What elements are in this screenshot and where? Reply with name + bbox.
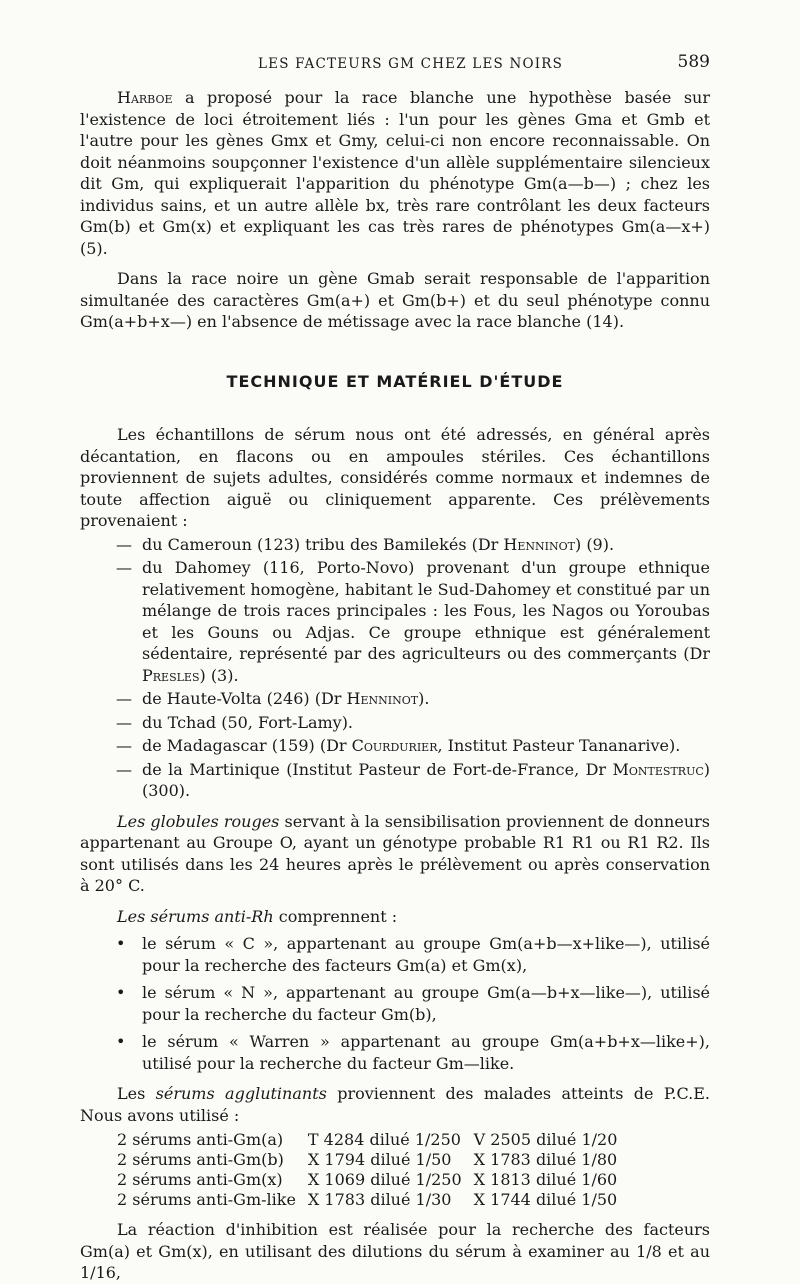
italic-lead: sérums agglutinants [155,1084,327,1103]
section-heading: TECHNIQUE ET MATÉRIEL D'ÉTUDE [226,371,564,391]
paragraph-race-noire: Dans la race noire un gène Gmab serait responsable de l'apparition simultanée des caractères Gm(a+) et Gm(b+) et du seul phénotype connu Gm(a+b+x—) en l'absence de métissage avec la race blanche (14). [80,269,710,331]
table-row: 2 sérums anti-Gm(b) X 1794 dilué 1/50 X 1783 dilué 1/80 [117,1150,618,1169]
paragraph-globules: Les globules rouges servant à la sensibilisation proviennent de donneurs appartenant au Groupe O, ayant un génotype probable R1 R1 ou R1 R2. Ils sont utilisés dans les 24 heures après le prélèvement ou après conservation à 20° C. [80,811,710,895]
list-item: — du Dahomey (116, Porto-Novo) provenant d'un groupe ethnique relativement homogène, habitant le Sud-Dahomey et constitué par un mélange de trois races principales : les Fous, les Nagos ou Yoroubas et les Gouns ou Adjas. Ce groupe ethnique est généralement sédentaire, représenté par des agriculteurs ou des commerçants (Dr Presles) (3). [116,558,710,685]
paragraph-anti-rh: Les sérums anti-Rh comprennent : [117,906,398,926]
list-item: — du Cameroun (123) tribu des Bamilekés (Dr Henninot) (9). [116,534,615,554]
paragraph-samples: Les échantillons de sérum nous ont été adressés, en général après décantation, en flacons ou en ampoules stériles. Ces échantillons proviennent de sujets adultes, considérés comme normaux et indemnes de toute affection aiguë ou cliniquement apparente. Ces prélèvements provenaient : [80,425,710,530]
paragraph-text: a proposé pour la race blanche une hypothèse basée sur l'existence de loci étroitement liés : l'un pour les gènes Gma et Gmb et l'autre pour les gènes Gmx et Gmy, celui-ci non encore reconnaissable. On doit néanmoins soupçonner l'existence d'un allèle supplémentaire silencieux dit Gm, qui expliquerait l'apparition du phénotype Gm(a—b—) ; chez les individus sains, et un autre allèle bx, très rare contrôlant les deux facteurs Gm(b) et Gm(x) et expliquant les cas très rares de phénotypes Gm(a—x+) (5). [80,88,710,258]
origin-list [80,534,710,802]
table-row: 2 sérums anti-Gm-like X 1783 dilué 1/30 X 1744 dilué 1/50 [117,1190,618,1209]
list-item: — de Haute-Volta (246) (Dr Henninot). [116,689,430,708]
bullet-icon: • [116,1032,126,1051]
author-name: Harboe [117,88,173,107]
body-text [80,87,710,1284]
paragraph-harboe [80,87,710,259]
sera-table [117,1130,629,1210]
list-item: — de Madagascar (159) (Dr Courdurier, Institut Pasteur Tananarive). [116,736,681,755]
paragraph-agglutinants: Les sérums agglutinants proviennent des malades atteints de P.C.E. Nous avons utilisé : [80,1084,710,1125]
page-number: 589 [677,52,710,72]
list-item: — de la Martinique (Institut Pasteur de Fort-de-France, Dr Montestruc) (300). [116,759,710,800]
bullet-item: • le sérum « N », appartenant au groupe Gm(a—b+x—like—), utilisé pour la recherche du facteur Gm(b), [116,983,710,1024]
bullet-item: • le sérum « C », appartenant au groupe Gm(a+b—x+like—), utilisé pour la recherche des facteurs Gm(a) et Gm(x), [116,934,710,975]
paragraph-inhibition: La réaction d'inhibition est réalisée pour la recherche des facteurs Gm(a) et Gm(x), en utilisant des dilutions du sérum à examiner au 1/8 et au 1/16, [80,1220,710,1282]
table-row: 2 sérums anti-Gm(a) T 4284 dilué 1/250 V 2505 dilué 1/20 [117,1130,618,1149]
table-row: 2 sérums anti-Gm(x) X 1069 dilué 1/250 X 1813 dilué 1/60 [117,1170,618,1189]
anti-rh-list [80,933,710,1074]
running-header [80,52,710,76]
italic-lead: Les globules rouges [117,811,280,831]
italic-lead: Les sérums anti-Rh [117,906,274,926]
bullet-icon: • [116,934,126,953]
bullet-icon: • [116,983,126,1002]
list-item: — du Tchad (50, Fort-Lamy). [116,712,354,732]
running-title: LES FACTEURS GM CHEZ LES NOIRS [258,56,564,72]
bullet-item: • le sérum « Warren » appartenant au groupe Gm(a+b+x—like+), utilisé pour la recherche du facteur Gm—like. [116,1032,710,1073]
